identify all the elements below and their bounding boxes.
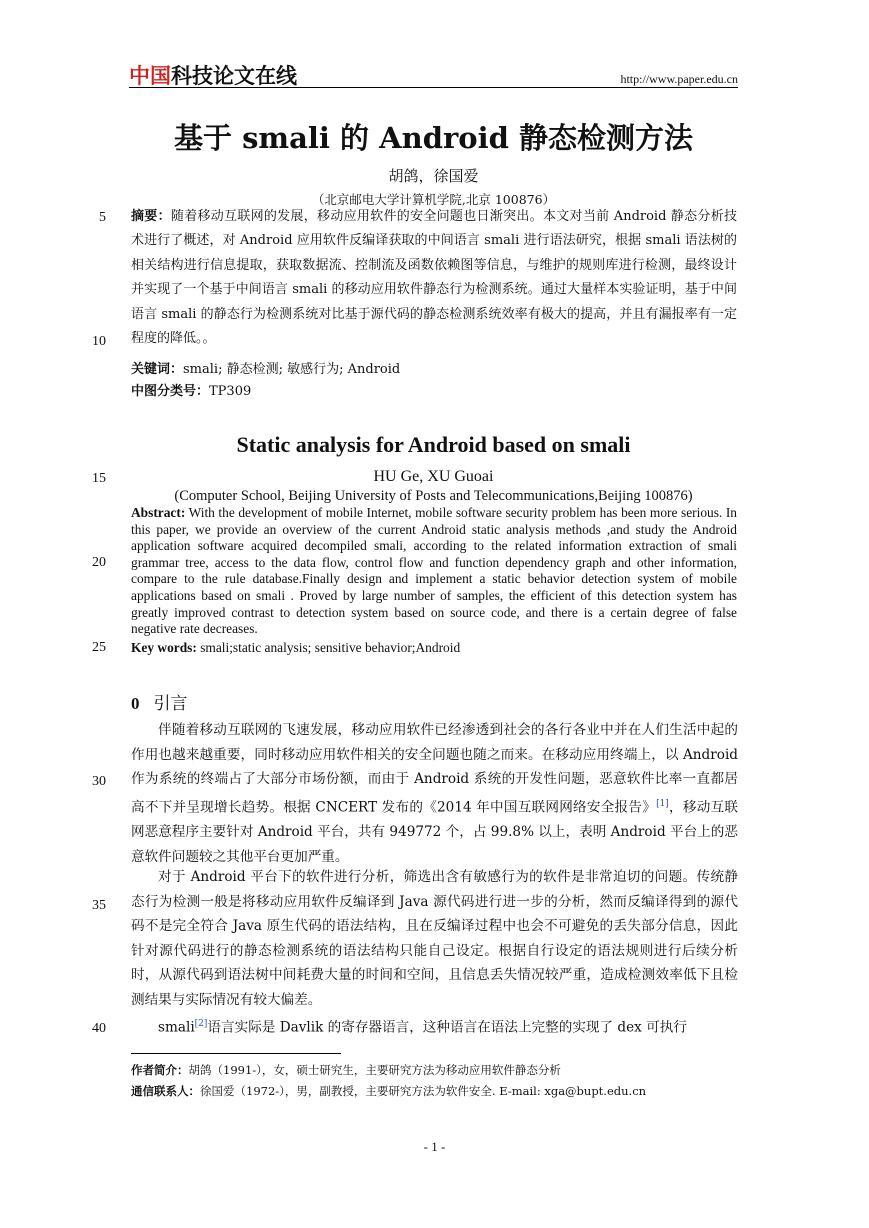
line-number: 15 — [92, 471, 106, 486]
english-keywords-label: Key words: — [131, 640, 197, 655]
section-number: 0 — [131, 694, 140, 713]
footnote-author-intro — [131, 1062, 561, 1078]
section-title: 引言 — [153, 694, 188, 714]
abstract-cn — [131, 205, 737, 351]
footnote-rule — [131, 1053, 341, 1054]
classification-number — [131, 380, 251, 399]
logo-black-text: 科技论文在线 — [171, 64, 297, 88]
footnote-contact — [131, 1083, 646, 1099]
body-text: ，移动互联网恶意程序主要针对 Android 平台，共有 949772 个，占 99.8% 以上，表明 Android 平台上的恶意软件问题较之其他平台更加严重。 — [131, 799, 738, 865]
line-number: 40 — [92, 1021, 106, 1036]
keywords-cn-label: 关键词： — [131, 362, 184, 377]
logo-red-text: 中国 — [129, 64, 171, 88]
classification-label: 中图分类号： — [131, 384, 210, 399]
line-number: 30 — [92, 774, 106, 789]
page-number: - 1 - — [423, 1139, 446, 1154]
line-number: 5 — [99, 210, 106, 225]
line-number: 35 — [92, 898, 106, 913]
body-text: smali — [158, 1019, 195, 1036]
english-keywords-text: smali;static analysis; sensitive behavior;Android — [196, 640, 461, 655]
english-keywords — [131, 640, 460, 656]
body-paragraph-3 — [131, 1012, 738, 1040]
line-number: 10 — [92, 334, 106, 349]
abstract-cn-text: 随着移动互联网的发展，移动应用软件的安全问题也日渐突出。本文对当前 Android 静态分析技术进行了概述，对 Android 应用软件反编译获取的中间语言 smali 进行语法研究，根据 smali 语法树的相关结构进行信息提取，获取数据流、控制流及函数依赖图等信息，与维护的规则库进行检测，最终设计并实现了一个基于中间语言 smali 的移动应用软件静态行为检测系统。通过大量样本实验证明，基于中间语言 smali 的静态行为检测系统对比基于源代码的静态检测系统效率有极大的提高，并且有漏报率有一定程度的降低。。 — [131, 209, 737, 347]
body-text: 对于 Android 平台下的软件进行分析，筛选出含有敏感行为的软件是非常迫切的问题。传统静态行为检测一般是将移动应用软件反编译到 Java 源代码进行进一步的分析，然而反编译得到的源代码不是完全符合 Java 原生代码的语法结构，且在反编译过程中也会不可避免的丢失部分信息，因此针对源代码进行的静态检测系统的语法结构只能自己设定。根据自行设定的语法规则进行后续分析时，从源代码到语法树中间耗费大量的时间和空间，且信息丢失情况较严重，造成检测效率低下且检测结果与实际情况有较大偏差。 — [131, 869, 738, 1008]
citation-link[interactable]: [1] — [656, 798, 669, 809]
footnote-label: 通信联系人： — [131, 1084, 200, 1098]
body-text: 伴随着移动互联网的飞速发展，移动应用软件已经渗透到社会的各行各业中并在人们生活中起的作用也越来越重要，同时移动应用软件相关的安全问题也随之而来。在移动应用终端上，以 Android 作为系统的终端占了大部分市场份额，而由于 Android 系统的开发性问题，恶意软件比率一直都居高不下并呈现增长趋势。根据 CNCERT 发布的《2014 年中国互联网网络安全报告》 — [131, 722, 738, 816]
paper-authors: 胡鸽，徐国爱 — [388, 167, 479, 185]
keywords-cn-text: smali; 静态检测; 敏感行为; Android — [183, 362, 401, 377]
footnote-text: 胡鸽（1991-），女，硕士研究生，主要研究方法为移动应用软件静态分析 — [188, 1063, 561, 1077]
header-url[interactable]: http://www.paper.edu.cn — [620, 72, 738, 86]
english-abstract-label: Abstract: — [131, 505, 186, 520]
english-authors: HU Ge, XU Guoai — [373, 468, 494, 485]
english-title: Static analysis for Android based on smali — [236, 432, 631, 457]
citation-link[interactable]: [2] — [194, 1019, 208, 1029]
line-number: 25 — [92, 640, 106, 655]
footnote-label: 作者简介： — [131, 1063, 189, 1077]
paper-title: 基于 smali 的 Android 静态检测方法 — [174, 121, 693, 155]
classification-text: TP309 — [209, 384, 252, 399]
english-abstract-text: With the development of mobile Internet, mobile software security problem has been more serious. In this paper, we provide an overview of the current Android static analysis methods ,and study the Android application software acquired decompiled smali, according to the related information extraction of smali grammar tree, access to the data flow, control flow and function dependency graph and other information, compare to the rule database.Finally design and implement a static behavior detection system of mobile applications based on smali . Proved by large number of samples, the efficient of this detection system has greatly improved contrast to detection system based on source code, and there is a certain degree of false negative rate decreases. — [131, 505, 737, 637]
keywords-cn — [131, 358, 400, 377]
english-abstract — [131, 505, 737, 638]
site-logo — [129, 60, 297, 90]
abstract-cn-label: 摘要： — [131, 209, 171, 224]
body-paragraph-1 — [131, 718, 738, 869]
line-number: 20 — [92, 555, 106, 570]
footnote-text: 徐国爱（1972-），男，副教授，主要研究方法为软件安全. E-mail: xga@bupt.edu.cn — [200, 1084, 647, 1098]
header-rule — [129, 87, 738, 88]
english-affiliation: (Computer School, Beijing University of Posts and Telecommunications,Beijing 100876) — [174, 488, 693, 504]
body-paragraph-2 — [131, 865, 738, 1013]
section-heading — [131, 689, 188, 714]
paper-affiliation: （北京邮电大学计算机学院,北京 100876） — [311, 192, 556, 207]
body-text: 语言实际是 Davlik 的寄存器语言，这种语言在语法上完整的实现了 dex 可执行 — [207, 1019, 687, 1036]
